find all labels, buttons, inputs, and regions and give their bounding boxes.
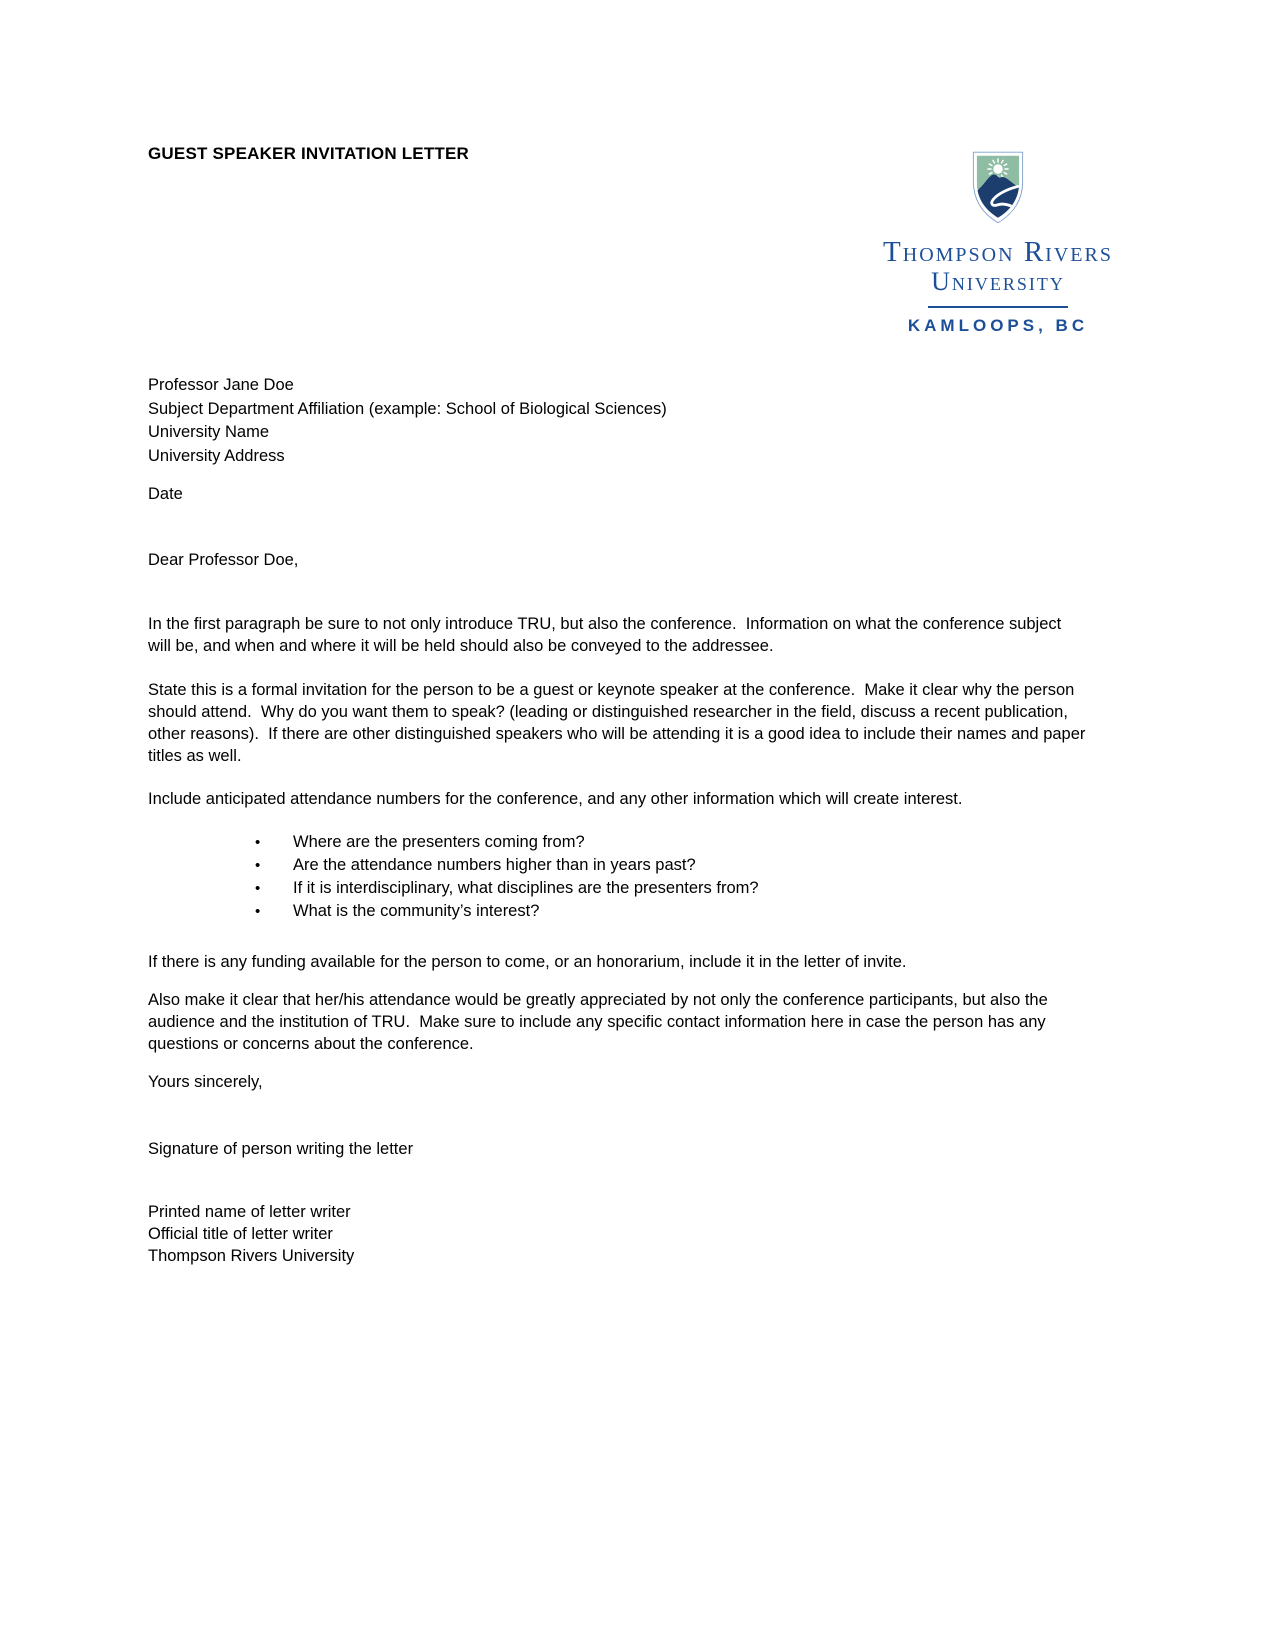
page-title: GUEST SPEAKER INVITATION LETTER	[148, 144, 470, 163]
paragraph-intro: In the first paragraph be sure to not only introduce TRU, but also the conference. Information on what the conference subject will be, and when and where it will be held should also be conveyed to the addressee.	[148, 615, 1066, 655]
recipient-address: University Address	[148, 446, 285, 465]
writer-printed-name: Printed name of letter writer	[148, 1203, 351, 1221]
recipient-department: Subject Department Affiliation (example: School of Biological Sciences)	[148, 399, 667, 418]
bullet-item: • Where are the presenters coming from?	[293, 831, 1086, 854]
bullet-item: • Are the attendance numbers higher than in years past?	[293, 854, 1086, 877]
tru-logo	[873, 150, 1123, 336]
bullet-item: • What is the community’s interest?	[293, 900, 1086, 923]
interest-bullet-list	[148, 831, 1086, 923]
paragraph-appreciation: Also make it clear that her/his attendance would be greatly appreciated by not only the conference participants, but also the audience and the institution of TRU. Make sure to include any specific contact information here in case the person has any questions or concerns about the conference.	[148, 991, 1053, 1053]
salutation: Dear Professor Doe,	[148, 551, 299, 569]
writer-block	[148, 1201, 1086, 1267]
recipient-university: University Name	[148, 423, 270, 441]
letter-body	[148, 374, 1090, 1267]
valediction: Yours sincerely,	[148, 1073, 263, 1091]
paragraph-funding: If there is any funding available for the person to come, or an honorarium, include it in the letter of invite.	[148, 953, 907, 971]
logo-divider	[928, 306, 1068, 308]
bullet-item: • If it is interdisciplinary, what disciplines are the presenters from?	[293, 877, 1086, 900]
writer-institution: Thompson Rivers University	[148, 1247, 355, 1265]
logo-wordmark-line2: University	[931, 267, 1065, 296]
writer-title: Official title of letter writer	[148, 1225, 333, 1243]
tru-shield-icon	[970, 150, 1026, 225]
signature-placeholder: Signature of person writing the letter	[148, 1140, 414, 1158]
logo-location: KAMLOOPS, BC	[907, 316, 1089, 335]
paragraph-attendance: Include anticipated attendance numbers for the conference, and any other information which will create interest.	[148, 790, 963, 808]
recipient-name: Professor Jane Doe	[148, 376, 294, 394]
logo-wordmark-line1: Thompson Rivers	[883, 236, 1113, 268]
paragraph-invitation: State this is a formal invitation for the person to be a guest or keynote speaker at the conference. Make it clear why the person should attend. Why do you want them to speak? (leading or distinguished researcher in the field, discuss a recent publication, other reasons). If there are other distinguished speakers who will be attending it is a good idea to include their names and paper titles as well.	[148, 681, 1090, 765]
date-placeholder: Date	[148, 485, 183, 503]
recipient-block	[148, 374, 1086, 468]
